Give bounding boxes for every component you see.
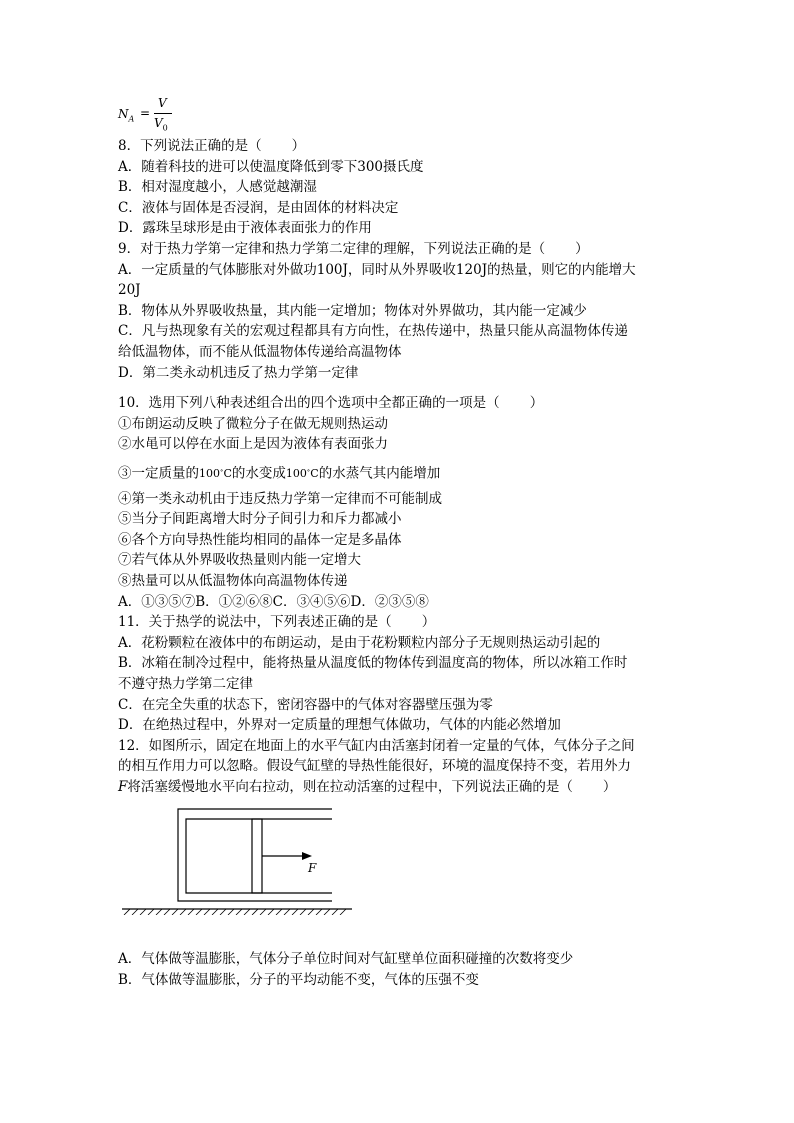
q12-stem-line-2: 的相互作用力可以忽略。假设气缸壁的导热性能很好，环境的温度保持不变，若用外力 bbox=[118, 758, 631, 775]
q8-stem: 8．下列说法正确的是（ ） bbox=[118, 138, 306, 154]
q8-option-d: D．露珠呈球形是由于液体表面张力的作用 bbox=[118, 220, 372, 237]
q10-statement-6: ⑥各个方向导热性能均相同的晶体一定是多晶体 bbox=[118, 531, 402, 548]
q8-option-a: A．随着科技的进可以使温度降低到零下300摄氏度 bbox=[118, 158, 424, 175]
q10-statement-1: ①布朗运动反映了微粒分子在做无规则热运动 bbox=[118, 415, 388, 432]
formula-equals: = bbox=[140, 106, 151, 120]
q10-statement-7: ⑦若气体从外界吸收热量则内能一定增大 bbox=[118, 552, 361, 569]
q10-statement-4: ④第一类永动机由于违反热力学第一定律而不可能制成 bbox=[118, 490, 442, 507]
q11-option-b-cont: 不遵守热力学第二定律 bbox=[118, 675, 253, 692]
piston bbox=[252, 819, 262, 893]
q10-statement-2: ②水黾可以停在水面上是因为液体有表面张力 bbox=[118, 436, 388, 453]
q12-stem-line-1: 12．如图所示，固定在地面上的水平气缸内由活塞封闭着一定量的气体，气体分子之间 bbox=[118, 737, 635, 754]
avogadro-formula bbox=[118, 96, 683, 136]
q9-option-c: C．凡与热现象有关的宏观过程都具有方向性，在热传递中，热量只能从高温物体传递 bbox=[118, 323, 628, 340]
q9-option-c-cont: 给低温物体，而不能从低温物体传递给高温物体 bbox=[118, 343, 402, 360]
q10-statement-3: ③一定质量的100∘C的水变成100∘C的水蒸气其内能增加 bbox=[118, 465, 441, 482]
document-page bbox=[118, 96, 683, 991]
q11-stem: 11．关于热学的说法中，下列表述正确的是（ ） bbox=[118, 614, 436, 631]
fraction-bar bbox=[154, 113, 172, 114]
q11-option-c: C．在完全失重的状态下，密闭容器中的气体对容器壁压强为零 bbox=[118, 696, 493, 713]
q10-options: A．①③⑤⑦B．①②⑥⑧C．③④⑤⑥D．②③⑤⑧ bbox=[118, 593, 429, 610]
q12-stem-line-3: F将活塞缓慢地水平向右拉动，则在拉动活塞的过程中，下列说法正确的是（ ） bbox=[118, 778, 617, 795]
formula-lhs: N bbox=[118, 107, 129, 121]
q11-option-b: B．冰箱在制冷过程中，能将热量从温度低的物体传到温度高的物体，所以冰箱工作时 bbox=[118, 655, 628, 672]
q8-option-b: B．相对湿度越小，人感觉越潮湿 bbox=[118, 179, 317, 196]
formula-den-sub: 0 bbox=[162, 123, 168, 133]
force-symbol: F bbox=[118, 778, 128, 795]
formula-lhs-sub: A bbox=[128, 114, 135, 124]
q10-statement-5: ⑤当分子间距离增大时分子间引力和斥力都减小 bbox=[118, 511, 402, 528]
q9-option-d: D．第二类永动机违反了热力学第一定律 bbox=[118, 364, 359, 381]
q9-option-a-cont: 20J bbox=[118, 282, 141, 299]
q9-option-a: A．一定质量的气体膨胀对外做功100J，同时从外界吸收120J的热量，则它的内能增大 bbox=[118, 261, 636, 278]
q12-option-b: B．气体做等温膨胀，分子的平均动能不变，气体的压强不变 bbox=[118, 972, 479, 989]
ground-hatching bbox=[124, 909, 346, 915]
formula-denominator: V bbox=[154, 116, 163, 130]
temperature-1: 100∘C bbox=[199, 465, 232, 480]
q8-option-c: C．液体与固体是否浸润，是由固体的材料决定 bbox=[118, 199, 399, 216]
q9-option-b: B．物体从外界吸收热量，其内能一定增加；物体对外界做功，其内能一定减少 bbox=[118, 302, 587, 319]
force-label: F bbox=[308, 861, 317, 876]
q12-option-a: A．气体做等温膨胀，气体分子单位时间对气缸壁单位面积碰撞的次数将变少 bbox=[118, 951, 574, 968]
q10-statement-8: ⑧热量可以从低温物体向高温物体传递 bbox=[118, 572, 348, 589]
q9-stem: 9．对于热力学第一定律和热力学第二定律的理解，下列说法正确的是（ ） bbox=[118, 240, 589, 257]
formula-numerator: V bbox=[158, 96, 167, 110]
q11-option-a: A．花粉颗粒在液体中的布朗运动，是由于花粉颗粒内部分子无规则热运动引起的 bbox=[118, 634, 601, 651]
temperature-2: 100∘C bbox=[285, 465, 319, 480]
q10-stem: 10．选用下列八种表述组合出的四个选项中全都正确的一项是（ ） bbox=[118, 395, 544, 412]
force-arrow-head bbox=[302, 852, 312, 860]
q11-option-d: D．在绝热过程中，外界对一定质量的理想气体做功，气体的内能必然增加 bbox=[118, 717, 561, 734]
cylinder-piston-figure bbox=[122, 803, 352, 915]
